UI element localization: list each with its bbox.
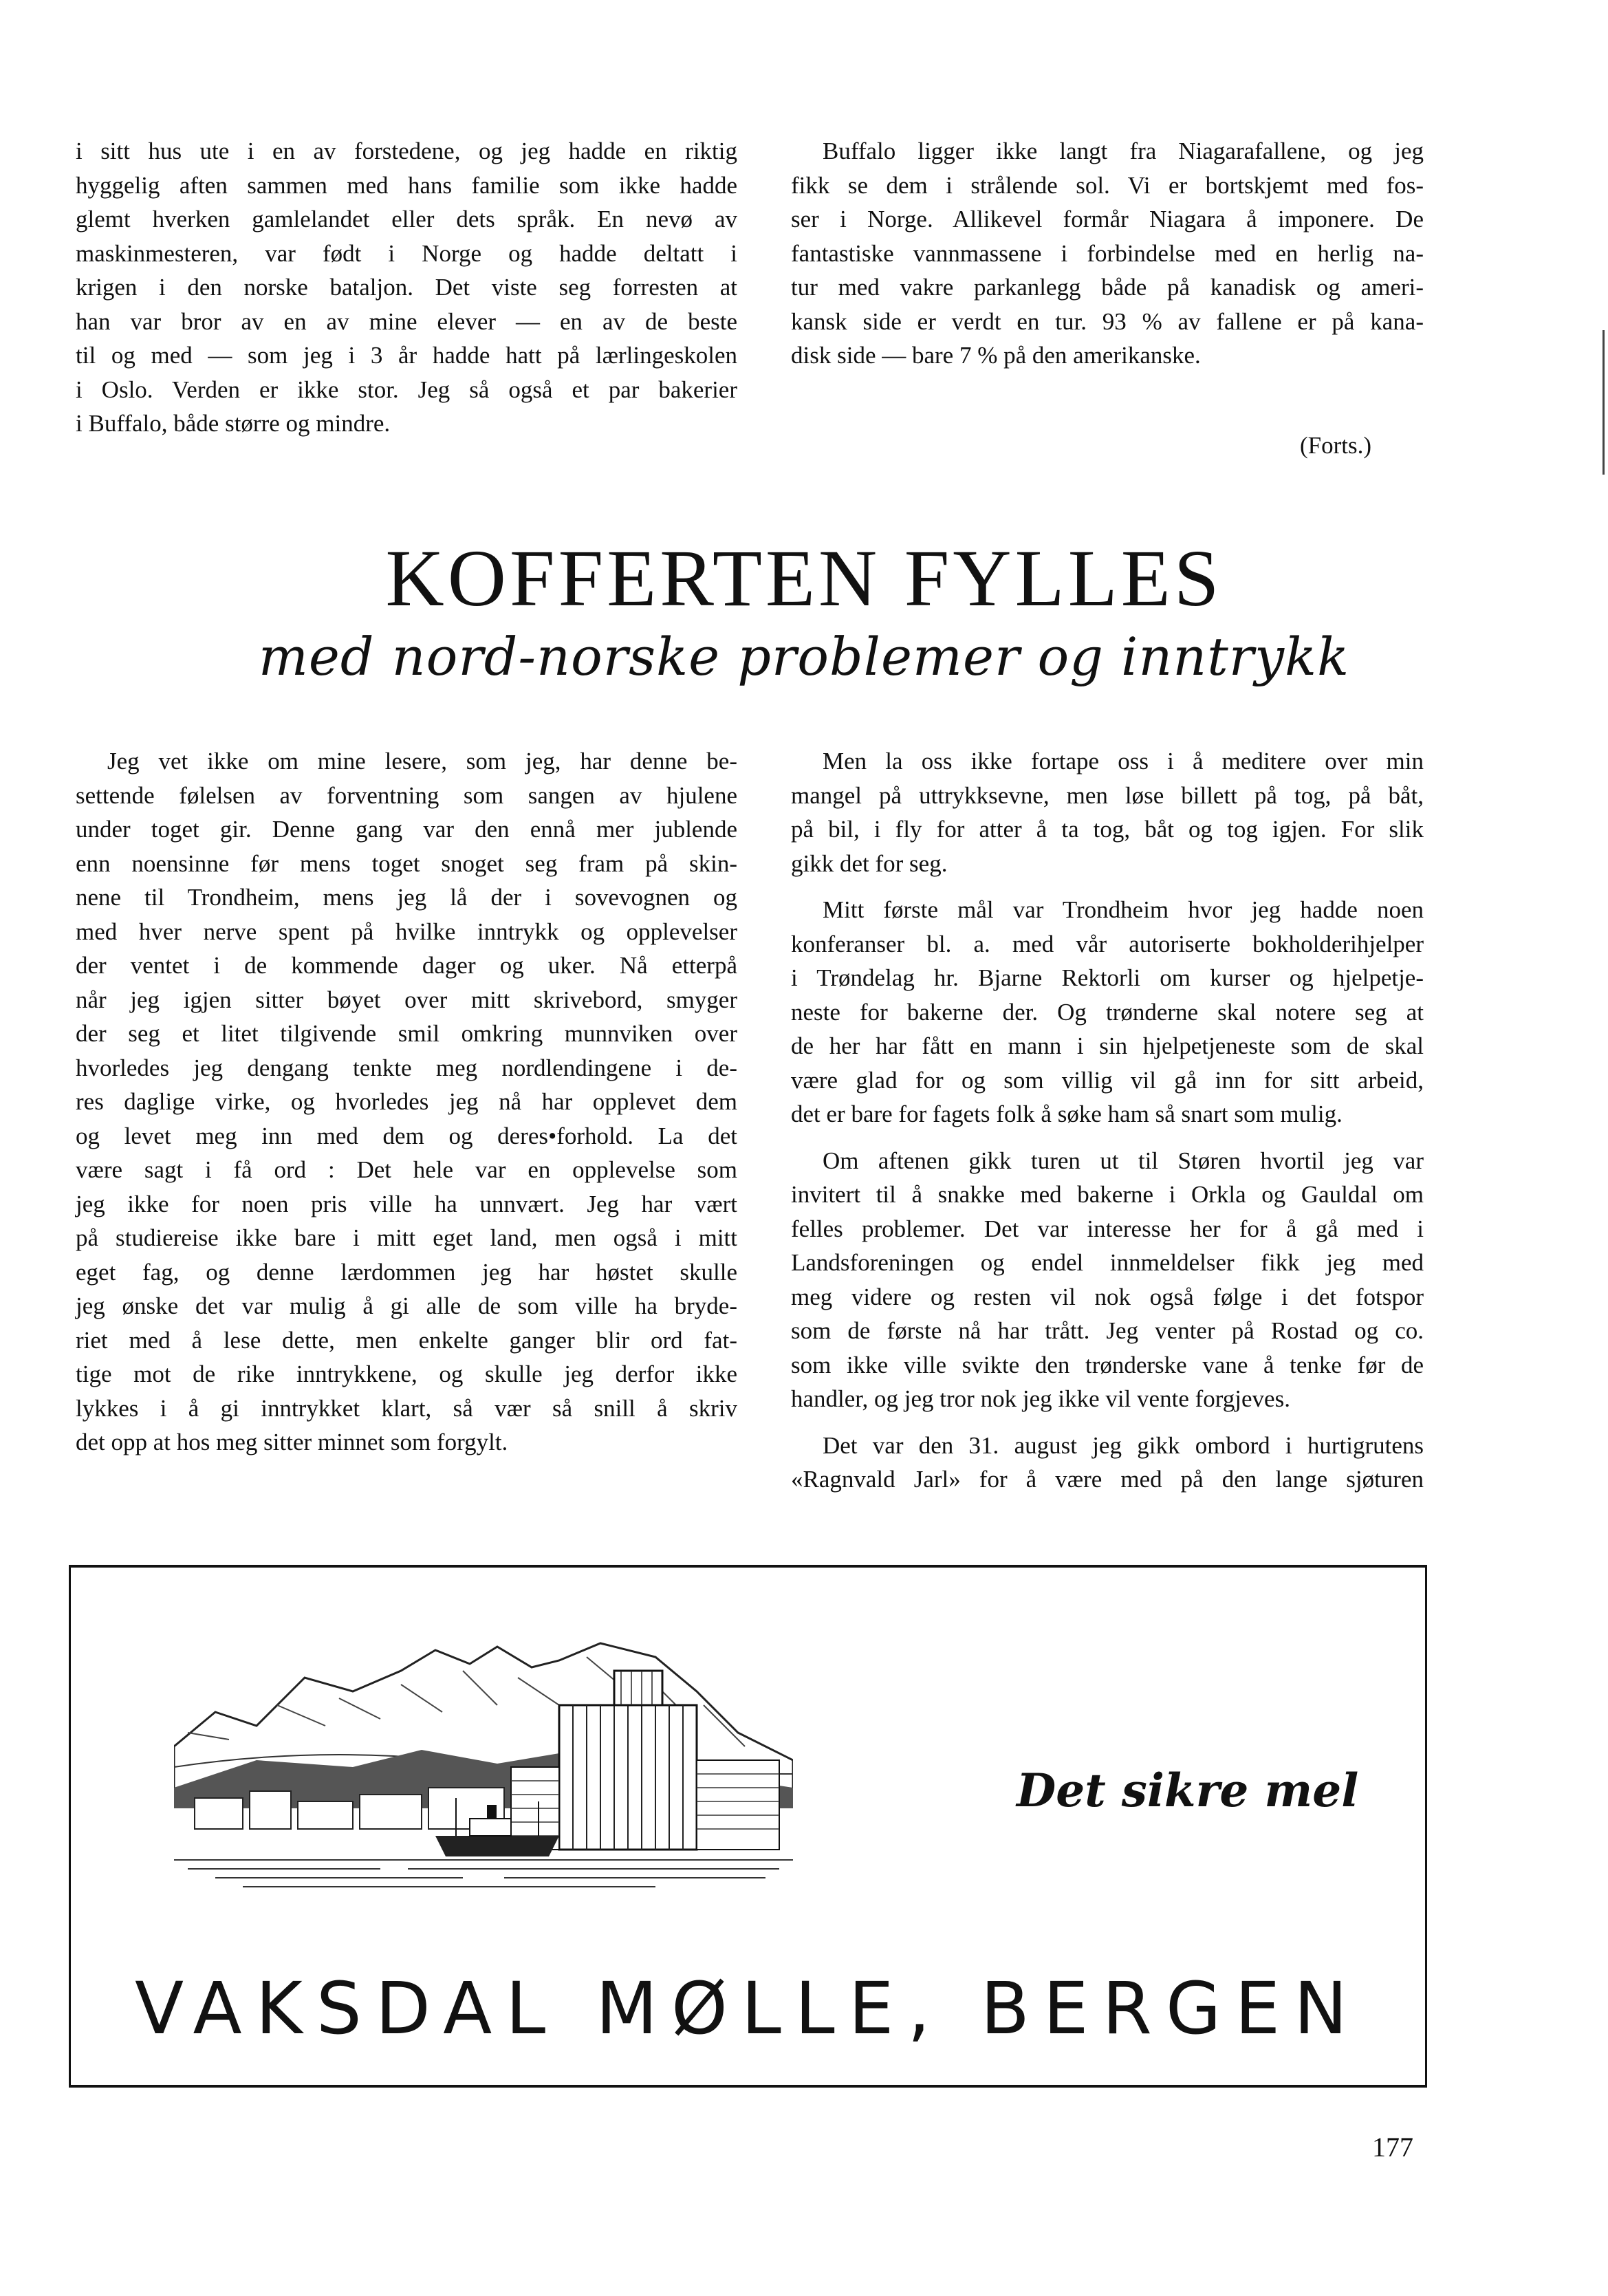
text-line: i Trøndelag hr. Bjarne Rektorli om kurser og hjelpetje- xyxy=(791,964,1424,991)
text-line: det er bare for fagets folk å søke ham så snart som mulig. xyxy=(791,1101,1343,1127)
text-line: tur med vakre parkanlegg både på kanadisk og ameri- xyxy=(791,274,1424,301)
text-line: når jeg igjen sitter bøyet over mitt skrivebord, smyger xyxy=(76,986,737,1013)
top-left-column xyxy=(76,134,737,441)
text-line: settende følelsen av forventning som sangen av hjulene xyxy=(76,781,737,809)
text-line: i Buffalo, både større og mindre. xyxy=(76,410,391,437)
text-line: felles problemer. Det var interesse her for å gå med i xyxy=(791,1215,1424,1242)
text-line: han var bror av en av mine elever — en av de beste xyxy=(76,307,737,335)
text-line: på bil, i fly for atter å ta tog, båt og tog igjen. For slik xyxy=(791,816,1424,843)
text-line: hyggelig aften sammen med hans familie som ikke hadde xyxy=(76,171,737,199)
article-title: KOFFERTEN FYLLES xyxy=(385,533,1223,623)
page-number: 177 xyxy=(1372,2132,1413,2163)
text-line: invitert til å snakke med bakerne i Orkla og Gauldal om xyxy=(791,1181,1424,1208)
article-subtitle: med nord-norske problemer og inntrykk xyxy=(258,626,1350,687)
text-line: glemt hverken gamlelandet eller dets språk. En nevø av xyxy=(76,206,737,232)
text-line: riet med å lese dette, men enkelte ganger blir ord fat- xyxy=(76,1326,737,1354)
text-line: jeg ønske det var mulig å gi alle de som ville ha bryde- xyxy=(76,1292,737,1319)
text-line: det opp at hos meg sitter minnet som forgylt. xyxy=(76,1429,508,1455)
text-line: i Oslo. Verden er ikke stor. Jeg så også et par bakerier xyxy=(76,376,737,403)
text-line: krigen i den norske bataljon. Det viste seg forresten at xyxy=(76,274,737,301)
text-line: eget fag, og denne lærdommen jeg har høstet skulle xyxy=(76,1258,737,1286)
text-line: meg videre og resten vil nok også følge i det fotspor xyxy=(791,1283,1424,1310)
ad-company-name: VAKSDAL MØLLE, BERGEN xyxy=(135,1967,1361,2050)
text-line: konferanser bl. a. med vår autoriserte bokholderihjelper xyxy=(791,930,1424,957)
text-line: der ventet i de kommende dager og uker. Nå etterpå xyxy=(76,952,737,979)
text-line: Mitt første mål var Trondheim hvor jeg hadde noen xyxy=(823,896,1424,923)
article-left-column xyxy=(76,744,737,1460)
text-line: handler, og jeg tror nok jeg ikke vil vente forgjeves. xyxy=(791,1385,1290,1412)
text-line: med hver nerve spent på hvilke inntrykk og opplevelser xyxy=(76,918,737,945)
text-line: disk side — bare 7 % på den amerikanske. xyxy=(791,342,1201,369)
text-line: Jeg vet ikke om mine lesere, som jeg, har denne be- xyxy=(107,748,737,775)
text-line: fantastiske vannmassene i forbindelse med en herlig na- xyxy=(791,239,1424,267)
text-line: mangel på uttrykksevne, men løse billett på tog, på båt, xyxy=(791,781,1424,809)
text-line: gikk det for seg. xyxy=(791,849,948,877)
text-line: fikk se dem i strålende sol. Vi er bortskjemt med fos- xyxy=(791,171,1424,199)
text-line: Men la oss ikke fortape oss i å meditere over min xyxy=(823,748,1424,775)
text-line: enn noensinne før mens toget snoget seg fram på skin- xyxy=(76,849,737,877)
text-line: tige mot de rike inntrykkene, og skulle jeg derfor ikke xyxy=(76,1361,737,1387)
scan-edge-mark xyxy=(1602,330,1605,475)
mill-harbor-illustration xyxy=(174,1629,793,1905)
text-line: være glad for og som villig vil gå inn for sitt arbeid, xyxy=(791,1066,1424,1094)
text-line: på studiereise ikke bare i mitt eget land, men også i mitt xyxy=(76,1224,737,1251)
article-right-column xyxy=(791,744,1424,1497)
text-line: ser i Norge. Allikevel formår Niagara å imponere. De xyxy=(791,206,1424,232)
text-line: og levet meg inn med dem og deres•forhold. La det xyxy=(76,1122,737,1149)
text-line: res daglige virke, og hvorledes jeg nå har opplevet dem xyxy=(76,1088,737,1115)
text-line: til og med — som jeg i 3 år hadde hatt på lærlingeskolen xyxy=(76,342,737,369)
text-line: i sitt hus ute i en av forstedene, og jeg hadde en riktig xyxy=(76,138,737,164)
continued-marker: (Forts.) xyxy=(1300,432,1372,459)
advertisement-box xyxy=(69,1565,1427,2088)
text-line: nene til Trondheim, mens jeg lå der i sovevognen og xyxy=(76,884,737,911)
text-line: under toget gir. Denne gang var den ennå mer jublende xyxy=(76,816,737,843)
text-line: kansk side er verdt en tur. 93 % av fallene er på kana- xyxy=(791,307,1424,335)
text-line: Landsforeningen og endel innmeldelser fikk jeg med xyxy=(791,1249,1424,1276)
text-line: neste for bakerne der. Og trønderne skal notere seg at xyxy=(791,998,1424,1026)
text-line: som ikke ville svikte den trønderske vane å tenke før de xyxy=(791,1351,1424,1378)
ad-slogan: Det sikre mel xyxy=(1017,1764,1359,1817)
text-line: Det var den 31. august jeg gikk ombord i hurtigrutens xyxy=(823,1431,1424,1459)
text-line: maskinmesteren, var født i Norge og hadde deltatt i xyxy=(76,239,737,267)
text-line: jeg ikke for noen pris ville ha unnvært. Jeg har vært xyxy=(76,1190,737,1217)
text-line: hvorledes jeg dengang tenkte meg nordlendingene i de- xyxy=(76,1054,737,1081)
text-line: der seg et litet tilgivende smil omkring munnviken over xyxy=(76,1020,737,1047)
top-right-column xyxy=(791,134,1424,373)
text-line: Om aftenen gikk turen ut til Støren hvortil jeg var xyxy=(823,1147,1424,1174)
text-line: «Ragnvald Jarl» for å være med på den lange sjøturen xyxy=(791,1466,1424,1493)
text-line: Buffalo ligger ikke langt fra Niagarafallene, og jeg xyxy=(823,138,1424,164)
text-line: lykkes i å gi inntrykket klart, så vær så snill å skriv xyxy=(76,1394,737,1422)
text-line: være sagt i få ord : Det hele var en opplevelse som xyxy=(76,1156,737,1183)
text-line: de her har fått en mann i sin hjelpetjeneste som de skal xyxy=(791,1032,1424,1059)
text-line: som de første nå har trått. Jeg venter på Rostad og co. xyxy=(791,1317,1424,1344)
